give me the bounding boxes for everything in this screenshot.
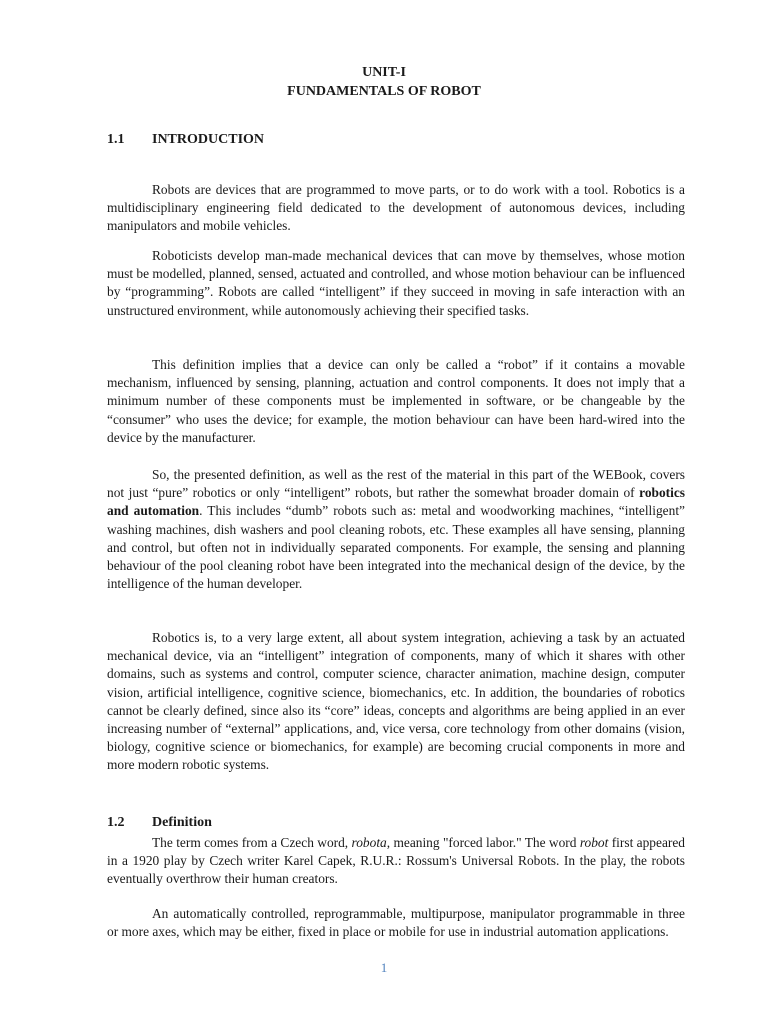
italic-term: robot [579,835,609,850]
bold-term: robotics and automation [107,485,685,519]
unit-label: UNIT-I [362,65,406,80]
italic-term: robota [351,835,387,850]
section-number: 1.2 [107,815,125,830]
intro-paragraph-1: Robots are devices that are programmed to move parts, or to do work with a tool. Robotics is a multidisciplinary engineering field dedicated to the development of autonomous devices, including manipulators and mobile vehicles. [107,182,685,234]
definition-paragraph-2: An automatically controlled, reprogrammable, multipurpose, manipulator programmable in three or more axes, which may be either, fixed in place or mobile for use in industrial automation applications. [107,906,685,940]
intro-paragraph-3: This definition implies that a device can only be called a “robot” if it contains a movable mechanism, influenced by sensing, planning, actuation and control components. It does not imply that a minimum number of these components must be implemented in software, or be changeable by the “consumer” who uses the device; for example, the motion behaviour can have been hard-wired into the device by the manufacturer. [107,357,685,445]
section-number: 1.1 [107,132,125,147]
paragraph-text: first appeared in a 1920 play by Czech writer Karel Capek, R.U.R.: Rossum's Universal Robots. In the play, the robots eventually overthrow their human creators. [107,835,685,887]
intro-paragraph-4 [107,466,685,593]
section-heading-introduction [107,131,264,149]
definition-paragraph-1 [107,834,685,889]
paragraph-text: , meaning "forced labor." The word [386,835,580,850]
section-heading-definition [107,814,212,832]
section-title: Definition [152,815,212,830]
section-title: INTRODUCTION [152,132,265,147]
page-number: 1 [380,960,388,975]
intro-paragraph-2: Roboticists develop man-made mechanical devices that can move by themselves, whose motion must be modelled, planned, sensed, actuated and controlled, and whose motion behaviour can be influenced by “programming”. Robots are called “intelligent” if they succeed in moving in safe interaction with an unstructured environment, while autonomously achieving their specified tasks. [107,248,685,318]
paragraph-text: The term comes from a Czech word, [152,835,352,850]
document-title: FUNDAMENTALS OF ROBOT [287,84,481,99]
paragraph-text: So, the presented definition, as well as the rest of the material in this part of the WEBook, covers not just “pure” robotics or only “intelligent” robots, but rather the somewhat broader domain of [107,467,685,501]
paragraph-text: . This includes “dumb” robots such as: metal and woodworking machines, “intelligent” washing machines, dish washers and pool cleaning robots, etc. These examples all have sensing, planning and control, but often not in individually separated components. For example, the sensing and planning behaviour of the pool cleaning robot have been integrated into the mechanical design of the device, by the intelligence of the human developer. [107,503,685,592]
intro-paragraph-5: Robotics is, to a very large extent, all about system integration, achieving a task by an actuated mechanical device, via an “intelligent” integration of components, many of which it shares with other domains, such as systems and control, computer science, character animation, machine design, computer vision, artificial intelligence, cognitive science, biomechanics, etc. In addition, the boundaries of robotics cannot be clearly defined, since also its “core” ideas, concepts and algorithms are being applied in an ever increasing number of “external” applications, and, vice versa, core technology from other domains (vision, biology, cognitive science or biomechanics, for example) are becoming crucial components in more and more modern robotic systems. [107,630,685,773]
